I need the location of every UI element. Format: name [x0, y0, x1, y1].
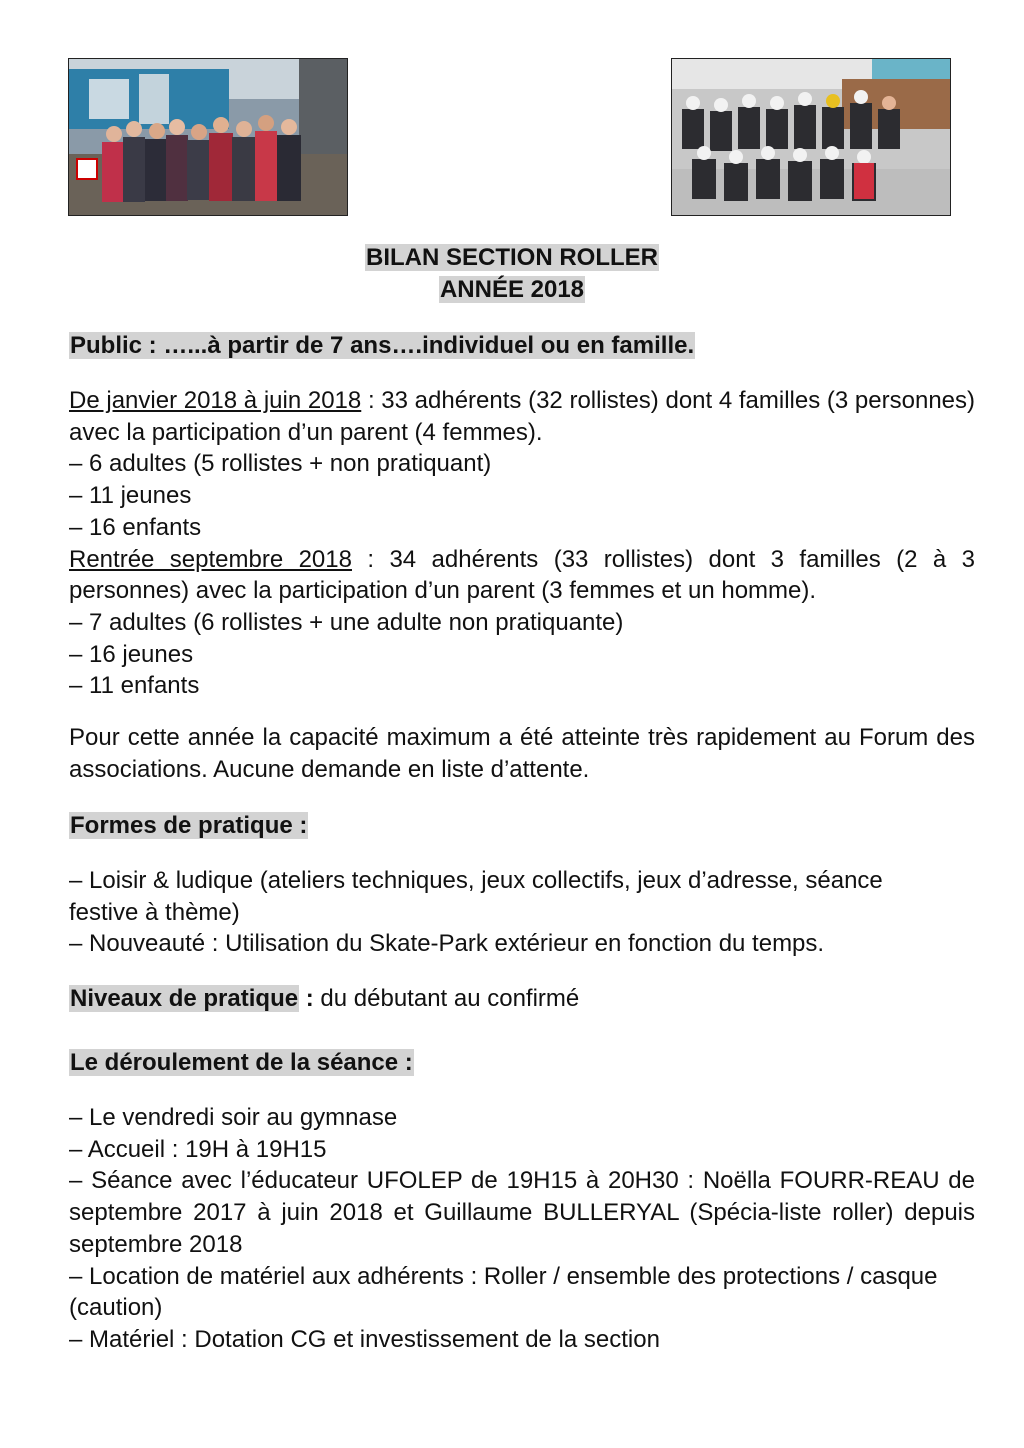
deroulement-item: – Le vendredi soir au gymnase — [69, 1104, 398, 1131]
period2-item: – 11 enfants — [69, 672, 200, 700]
formes-item: – Nouveauté : Utilisation du Skate-Park extérieur en fonction du temps. — [69, 930, 825, 958]
period2-item: – 16 jeunes — [69, 640, 194, 668]
period1-label: De janvier 2018 à juin 2018 — [69, 387, 362, 414]
niveaux-heading: Niveaux de pratique — [70, 985, 299, 1012]
formes-heading — [69, 810, 975, 842]
period1-section — [69, 385, 975, 702]
title-line-1: BILAN SECTION ROLLER — [366, 244, 658, 271]
period1-item: – 6 adultes (5 rollistes + non pratiquant) — [69, 450, 492, 478]
niveaux-text: du débutant au confirmé — [313, 985, 580, 1012]
public-heading-text: Public : …...à partir de 7 ans….individuel ou en famille. — [70, 332, 695, 359]
deroulement-heading-text: Le déroulement de la séance : — [70, 1049, 413, 1076]
document-subtitle — [0, 274, 1024, 306]
period1-text: : 33 adhérents (32 rollistes) dont 4 familles (3 personnes) avec la participation d’un parent (4 femmes). — [69, 387, 975, 446]
period2-paragraph — [69, 544, 975, 607]
formes-item: – Loisir & ludique (ateliers techniques, jeux collectifs, jeux d’adresse, séance festive à thème) — [69, 867, 883, 926]
deroulement-list — [69, 1102, 975, 1356]
niveaux-line — [69, 983, 975, 1015]
skaters-photo — [671, 58, 951, 216]
deroulement-item: – Matériel : Dotation CG et investissement de la section — [69, 1325, 660, 1353]
period2-item: – 7 adultes (6 rollistes + une adulte non pratiquante) — [69, 608, 624, 636]
group-photo-icon — [69, 59, 347, 215]
formes-list — [69, 865, 929, 960]
deroulement-item: – Accueil : 19H à 19H15 — [69, 1135, 327, 1163]
public-heading — [69, 330, 975, 362]
period2-text: : 34 adhérents (33 rollistes) dont 3 familles (2 à 3 personnes) avec la participation d’un parent (3 femmes et un homme). — [69, 545, 976, 605]
deroulement-item: – Séance avec l’éducateur UFOLEP de 19H15 à 20H30 : Noëlla FOURR-REAU de septembre 2017 à juin 2018 et Guillaume BULLERYAL (Spécia-liste roller) depuis septembre 2018 — [69, 1167, 975, 1258]
title-line-2: ANNÉE 2018 — [439, 276, 585, 303]
niveaux-colon: : — [299, 985, 314, 1012]
capacity-paragraph: Pour cette année la capacité maximum a été atteinte très rapidement au Forum des associations. Aucune demande en liste d’attente. — [69, 724, 975, 783]
deroulement-item: – Location de matériel aux adhérents : Roller / ensemble des protections / casque (caution) — [69, 1262, 938, 1322]
period1-paragraph — [69, 385, 975, 448]
period1-item: – 11 jeunes — [69, 482, 192, 510]
period1-item: – 16 enfants — [69, 513, 202, 541]
period2-label: Rentrée septembre 2018 — [69, 545, 352, 573]
formes-heading-text: Formes de pratique : — [70, 812, 308, 839]
document-title — [0, 242, 1024, 274]
skaters-photo-icon — [672, 59, 950, 215]
group-photo — [68, 58, 348, 216]
deroulement-heading — [69, 1047, 975, 1079]
